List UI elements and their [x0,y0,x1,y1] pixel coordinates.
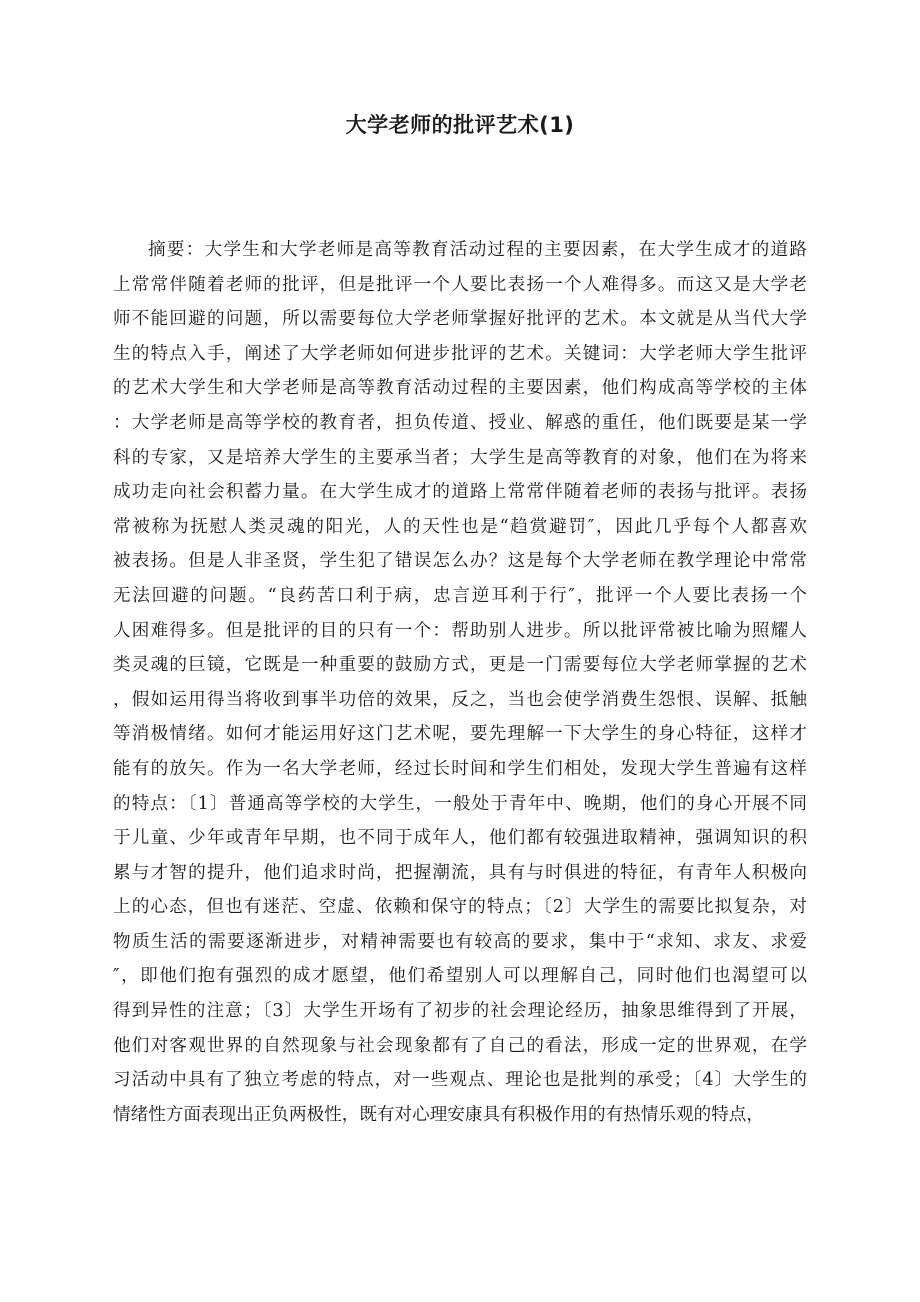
body-line: 类灵魂的巨镜，它既是一种重要的鼓励方式，更是一门需要每位大学老师掌握的艺术 [113,655,807,676]
body-line: 生的特点入手，阐述了大学老师如何进步批评的艺术。关键词：大学老师大学生批评 [113,343,807,364]
body-line: 人困难得多。但是批评的目的只有一个：帮助别人进步。所以批评常被比喻为照耀人 [113,620,807,641]
body-line: 累与才智的提升，他们追求时尚，把握潮流，具有与时俱进的特征，有青年人积极向 [113,862,807,883]
body-line: 上的心态，但也有迷茫、空虚、依赖和保守的特点；〔2〕大学生的需要比拟复杂，对 [113,897,807,918]
document-title: 大学老师的批评艺术(1) [345,113,575,137]
document-body [113,233,807,1132]
body-line: ：大学老师是高等学校的教育者，担负传道、授业、解惑的重任，他们既要是某一学 [113,412,807,433]
body-line: 无法回避的问题。“良药苦口利于病，忠言逆耳利于行″，批评一个人要比表扬一个 [113,585,807,606]
body-line: 得到异性的注意；〔3〕大学生开场有了初步的社会理论经历，抽象思维得到了开展， [113,1001,807,1022]
body-line: ″，即他们抱有强烈的成才愿望，他们希望别人可以理解自己，同时他们也渴望可以 [113,966,807,987]
body-line: 上常常伴随着老师的批评，但是批评一个人要比表扬一个人难得多。而这又是大学老 [113,274,807,295]
body-line: 他们对客观世界的自然现象与社会现象都有了自己的看法，形成一定的世界观，在学 [113,1035,807,1056]
body-line: 科的专家，又是培养大学生的主要承当者；大学生是高等教育的对象，他们在为将来 [113,447,807,468]
body-line: 能有的放矢。作为一名大学老师，经过长时间和学生们相处，发现大学生普遍有这样 [113,758,807,779]
body-line: 习活动中具有了独立考虑的特点，对一些观点、理论也是批判的承受；〔4〕大学生的 [113,1070,807,1091]
body-line: 情绪性方面表现出正负两极性，既有对心理安康具有积极作用的有热情乐观的特点， [113,1104,764,1125]
body-line: 常被称为抚慰人类灵魂的阳光，人的天性也是“趋赏避罚″，因此几乎每个人都喜欢 [113,516,807,537]
body-line: 于儿童、少年或青年早期，也不同于成年人，他们都有较强进取精神，强调知识的积 [113,828,807,849]
body-line: 被表扬。但是人非圣贤，学生犯了错误怎么办？这是每个大学老师在教学理论中常常 [113,551,807,572]
body-line: 等消极情绪。如何才能运用好这门艺术呢，要先理解一下大学生的身心特征，这样才 [113,724,807,745]
body-line: ，假如运用得当将收到事半功倍的效果，反之，当也会使学消费生怨恨、误解、抵触 [113,689,807,710]
body-line: 的特点：〔1〕普通高等学校的大学生，一般处于青年中、晚期，他们的身心开展不同 [113,793,807,814]
body-line: 物质生活的需要逐渐进步，对精神需要也有较高的要求，集中于“求知、求友、求爱 [113,931,807,952]
body-line: 师不能回避的问题，所以需要每位大学老师掌握好批评的艺术。本文就是从当代大学 [113,309,807,330]
body-line: 摘要：大学生和大学老师是高等教育活动过程的主要因素，在大学生成才的道路 [148,240,807,260]
body-line: 成功走向社会积蓄力量。在大学生成才的道路上常常伴随着老师的表扬与批评。表扬 [113,482,807,503]
body-line: 的艺术大学生和大学老师是高等教育活动过程的主要因素，他们构成高等学校的主体 [113,378,807,399]
